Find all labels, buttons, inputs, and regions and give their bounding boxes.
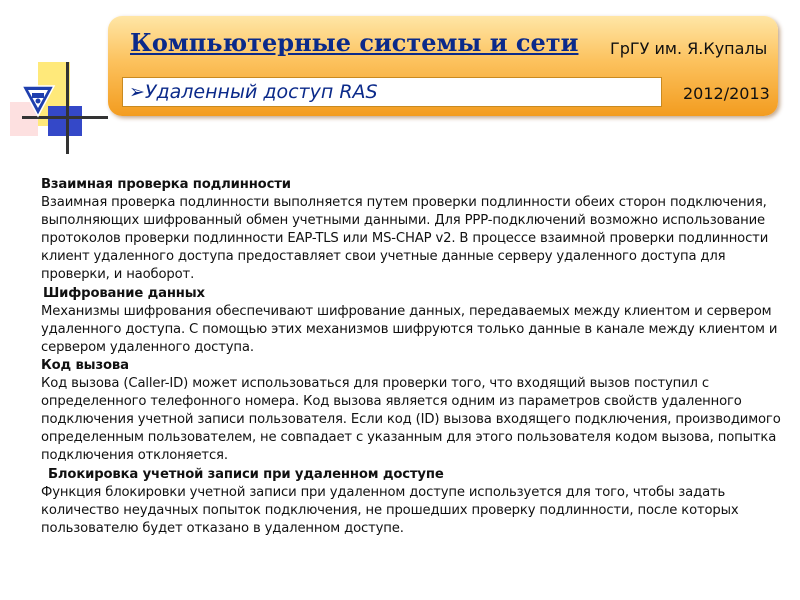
- section-body: Взаимная проверка подлинности выполняется путем проверки подлинности обеих сторон подключения, выполняющих шифрованный обмен учетными данными. Для PPP-подключений возможно использование протоколов проверки подлинности EAP-TLS или MS-CHAP v2. В процессе взаимной проверки подлинности клиент удаленного доступа предоставляет свои учетные данные серверу удаленного доступа для проверки, и наоборот.: [41, 195, 769, 283]
- course-title: Компьютерные системы и сети: [130, 28, 579, 57]
- section-heading: Код вызова: [41, 357, 129, 373]
- slide-content: [41, 176, 781, 538]
- slide-subtitle-box: [122, 77, 662, 107]
- section-body: Функция блокировки учетной записи при удаленном доступе используется для того, чтобы задать количество неудачных попыток подключения, не прошедших проверку подлинности, после которых пользователю будет отказано в удаленном доступе.: [41, 484, 739, 536]
- university-name: ГрГУ им. Я.Купалы: [610, 39, 768, 58]
- section-heading: Взаимная проверка подлинности: [41, 177, 291, 192]
- academic-year: 2012/2013: [683, 84, 770, 103]
- university-emblem-icon: [20, 82, 56, 118]
- section-heading: Шифрование данных: [43, 285, 205, 301]
- arrow-bullet-icon: ➢: [129, 81, 145, 103]
- section-heading: Блокировка учетной записи при удаленном доступе: [48, 466, 444, 482]
- slide-subtitle: [129, 81, 378, 103]
- slide-subtitle-text: Удаленный доступ RAS: [144, 81, 378, 103]
- section-body: Код вызова (Caller-ID) может использоваться для проверки того, что входящий вызов поступил с определенного телефонного номера. Код вызова является одним из параметров свойств удаленного подключения учетной записи пользователя. Если код (ID) вызова входящего подключения, производимого определенным пользователем, не совпадает с указанным для этого пользователя кодом вызова, попытка подключения отклоняется.: [41, 376, 781, 464]
- logo-vertical-line: [66, 62, 69, 154]
- section-body: Механизмы шифрования обеспечивают шифрование данных, передаваемых между клиентом и сервером удаленного доступа. С помощью этих механизмов шифруются только данные в канале между клиентом и сервером удаленного доступа.: [41, 303, 778, 355]
